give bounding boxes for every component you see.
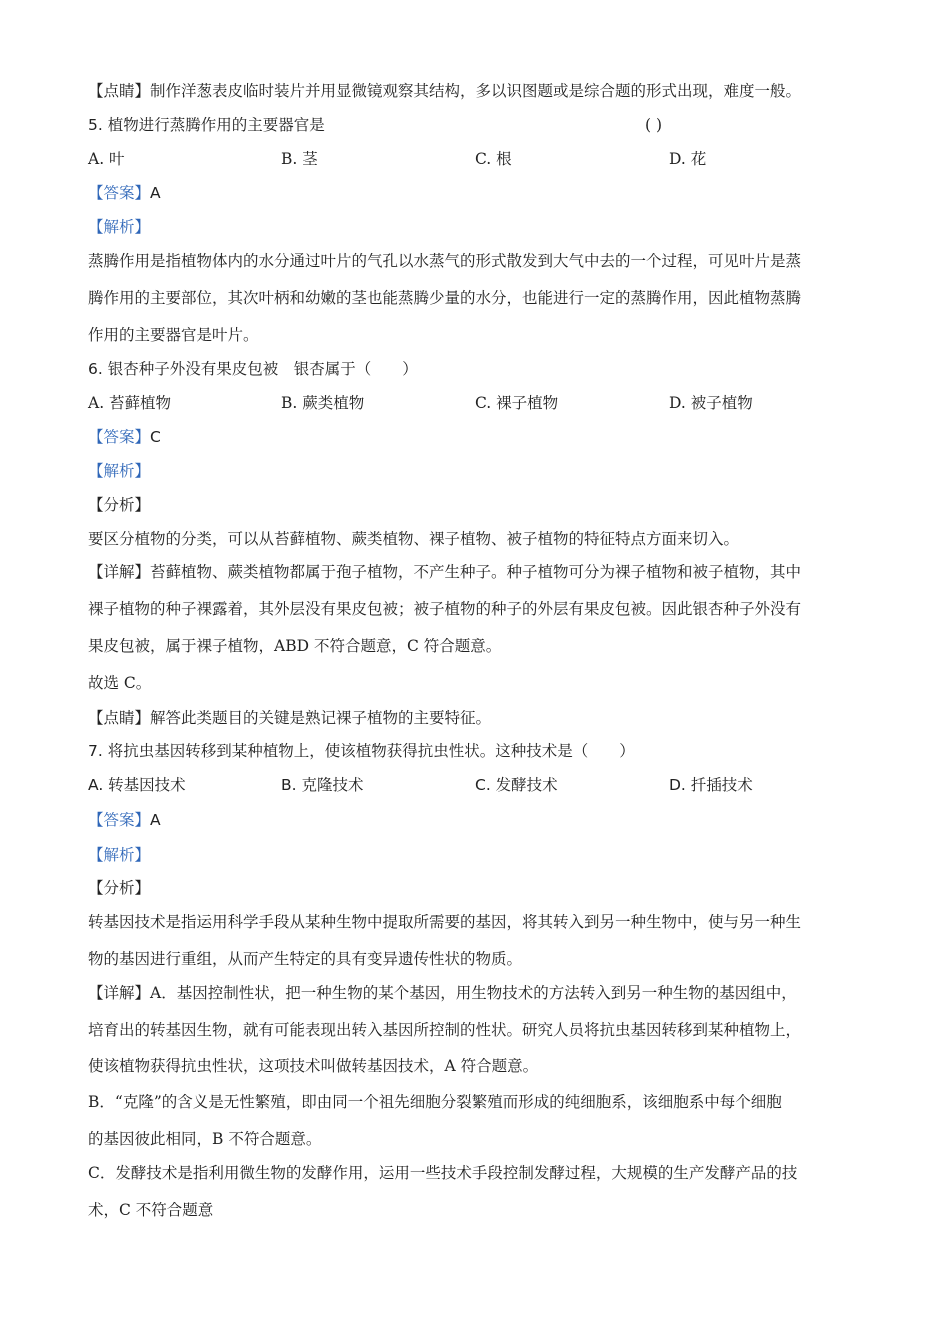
q7-answer-line [88,810,161,830]
q7-xiangjie-line-1 [88,983,797,1003]
q5-option-b: B. 茎 [281,150,318,168]
q7-option-c: C. 发酵技术 [475,776,558,794]
q6-analysis-tag: 【解析】 [88,462,151,480]
q7-c-line-2: 术，C 不符合题意 [88,1201,214,1219]
q7-option-a: A. 转基因技术 [88,776,186,794]
q7-b-line-1: B．“克隆”的含义是无性繁殖，即由同一个祖先细胞分裂繁殖而形成的纯细胞系，该细胞系中每个细胞 [88,1093,782,1111]
q6-option-a: A. 苔藓植物 [88,394,172,412]
q5-stem: 5. 植物进行蒸腾作用的主要器官是 [88,116,325,134]
q7-b-line-2: 的基因彼此相同，B 不符合题意。 [88,1130,322,1148]
dianjing-text: 制作洋葱表皮临时装片并用显微镜观察其结构，多以识图题或是综合题的形式出现，难度一般。 [150,82,802,100]
q5-option-c: C. 根 [475,150,512,168]
answer-tag: 【答案】 [88,184,151,202]
answer-value: A [150,184,161,202]
intro-dianjing-line [88,81,801,101]
dianjing-tag: 【点睛】 [88,709,151,727]
q5-analysis-tag: 【解析】 [88,218,151,236]
q5-analysis-line-2: 腾作用的主要部位，其次叶柄和幼嫩的茎也能蒸腾少量的水分，也能进行一定的蒸腾作用，因此植物蒸腾 [88,289,802,307]
xiangjie-tag: 【详解】 [88,984,151,1002]
q7-c-line-1: C．发酵技术是指利用微生物的发酵作用，运用一些技术手段控制发酵过程，大规模的生产发酵产品的技 [88,1164,798,1182]
xiangjie-text: 苔藓植物、蕨类植物都属于孢子植物，不产生种子。种子植物可分为裸子植物和被子植物，其中 [150,563,802,581]
q7-stem: 7. 将抗虫基因转移到某种植物上，使该植物获得抗虫性状。这种技术是（ ） [88,742,635,760]
q6-option-c: C. 裸子植物 [475,394,559,412]
q5-option-a: A. 叶 [88,150,125,168]
dianjing-tag: 【点睛】 [88,82,151,100]
q7-xiangjie-line-3: 使该植物获得抗虫性状，这项技术叫做转基因技术，A 符合题意。 [88,1057,539,1075]
dianjing-text: 解答此类题目的关键是熟记裸子植物的主要特征。 [150,709,492,727]
q7-fenxi-line-2: 物的基因进行重组，从而产生特定的具有变异遗传性状的物质。 [88,950,523,968]
xiangjie-tag: 【详解】 [88,563,151,581]
q5-analysis-line-3: 作用的主要器官是叶片。 [88,326,259,344]
q6-xiangjie-line-3: 果皮包被，属于裸子植物，ABD 不符合题意，C 符合题意。 [88,637,502,655]
q6-xiangjie-line-1 [88,562,801,582]
q6-answer-line [88,427,161,447]
q7-fenxi-line-1: 转基因技术是指运用科学手段从某种生物中提取所需要的基因，将其转入到另一种生物中，使与另一种生 [88,913,802,931]
q7-analysis-tag: 【解析】 [88,846,151,864]
q7-option-b: B. 克隆技术 [281,776,364,794]
q6-option-d: D. 被子植物 [669,394,753,412]
q6-dianjing-line [88,708,491,728]
q6-stem: 6. 银杏种子外没有果皮包被 银杏属于（ ） [88,360,418,378]
q5-analysis-line-1: 蒸腾作用是指植物体内的水分通过叶片的气孔以水蒸气的形式散发到大气中去的一个过程，可见叶片是蒸 [88,252,802,270]
q6-fenxi-text: 要区分植物的分类，可以从苔藓植物、蕨类植物、裸子植物、被子植物的特征特点方面来切入。 [88,530,740,548]
q5-answer-line [88,183,161,203]
answer-value: A [150,811,161,829]
q6-fenxi-tag: 【分析】 [88,496,151,514]
answer-tag: 【答案】 [88,428,151,446]
q6-xiangjie-line-2: 裸子植物的种子裸露着，其外层没有果皮包被；被子植物的种子的外层有果皮包被。因此银杏种子外没有 [88,600,802,618]
q6-option-b: B. 蕨类植物 [281,394,365,412]
q7-option-d: D. 扦插技术 [669,776,753,794]
xiangjie-text: A．基因控制性状，把一种生物的某个基因，用生物技术的方法转入到另一种生物的基因组中， [150,984,797,1002]
q7-fenxi-tag: 【分析】 [88,879,151,897]
q5-paren: ( ) [645,116,663,134]
q5-option-d: D. 花 [669,150,707,168]
q7-xiangjie-line-2: 培育出的转基因生物，就有可能表现出转入基因所控制的性状。研究人员将抗虫基因转移到某种植物上， [88,1021,802,1039]
answer-tag: 【答案】 [88,811,151,829]
answer-value: C [150,428,161,446]
q6-guxuan: 故选 C。 [88,674,152,692]
